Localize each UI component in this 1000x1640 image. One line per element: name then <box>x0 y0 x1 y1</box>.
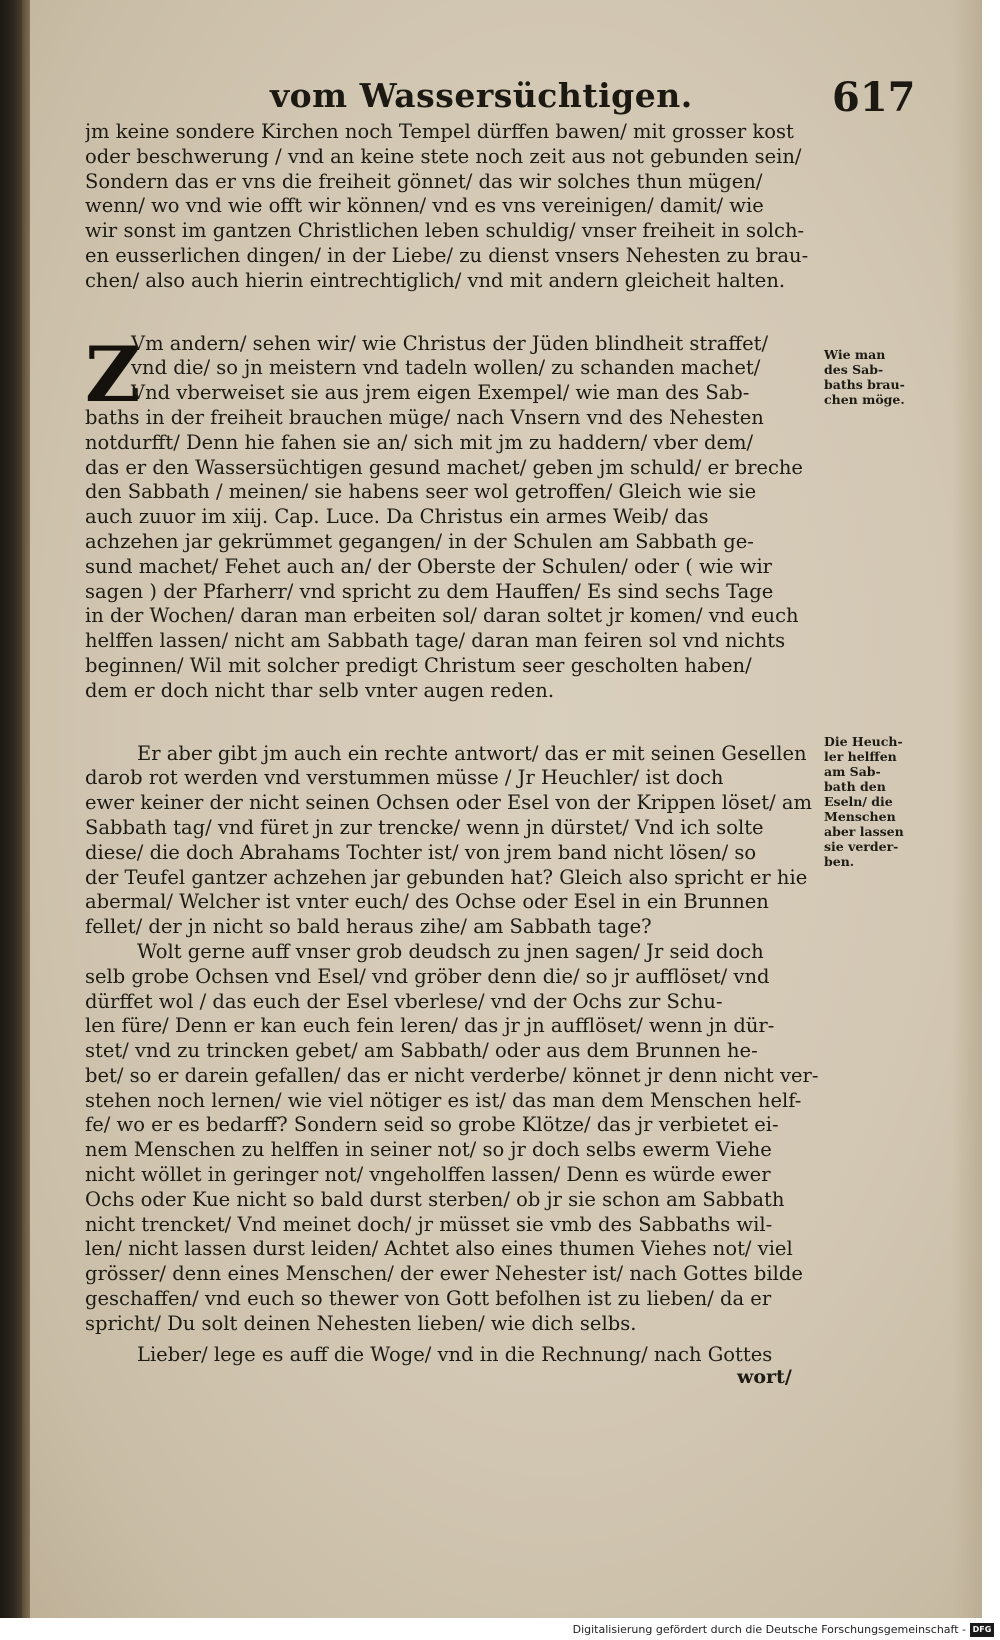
text-line: vnd die/ so jn meistern vnd tadeln wollen/ zu schanden machet/ <box>131 356 761 380</box>
text-line: der Teufel gantzer achzehen jar gebunden hat? Gleich also spricht er hie <box>85 865 808 889</box>
text-line: bet/ so er darein gefallen/ das er nicht verderbe/ könnet jr denn nicht ver- <box>85 1063 819 1087</box>
decorated-initial: Z <box>85 330 141 419</box>
margin-note-line: Eseln/ die <box>824 794 893 809</box>
text-line: fellet/ der jn nicht so bald heraus zihe/ am Sabbath tage? <box>85 915 652 939</box>
text-line: ewer keiner der nicht seinen Ochsen oder Esel von der Krippen löset/ am <box>85 791 812 815</box>
text-line: Er aber gibt jm auch ein rechte antwort/ das er mit seinen Gesellen <box>137 741 807 765</box>
text-line: jm keine sondere Kirchen noch Tempel dürffen bawen/ mit grosser kost <box>85 120 794 143</box>
paper-edge-shadow <box>952 0 982 1618</box>
text-line: Sabbath tag/ vnd füret jn zur trencke/ wenn jn dürstet/ Vnd ich solte <box>85 815 764 839</box>
paragraph <box>85 1343 820 1368</box>
margin-note <box>824 347 914 407</box>
text-line: Ochs oder Kue nicht so bald durst sterben/ ob jr sie schon am Sabbath <box>85 1187 785 1211</box>
margin-note-line: am Sab- <box>824 764 881 779</box>
page-number: 617 <box>832 74 916 121</box>
text-line: notdurfft/ Denn hie fahen sie an/ sich mit jm zu haddern/ vber dem/ <box>85 430 754 454</box>
text-line: len füre/ Denn er kan euch fein leren/ das jr jn aufflöset/ wenn jn dür- <box>85 1014 775 1038</box>
scan-border-right <box>982 0 1000 1618</box>
margin-note-line: baths brau- <box>824 377 905 392</box>
text-line: grösser/ denn eines Menschen/ der ewer Nehester ist/ nach Gottes bilde <box>85 1262 803 1286</box>
text-line: nicht trencket/ Vnd meinet doch/ jr müsset sie vmb des Sabbaths wil- <box>85 1212 773 1236</box>
digitization-credit: Digitalisierung gefördert durch die Deutsche Forschungsgemeinschaft - <box>572 1623 966 1636</box>
text-line: spricht/ Du solt deinen Nehesten lieben/ wie dich selbs. <box>85 1311 637 1335</box>
text-line: wenn/ wo vnd wie offt wir können/ vnd es vns vereinigen/ damit/ wie <box>85 194 764 218</box>
margin-note-line: Wie man <box>824 347 886 362</box>
text-line: nem Menschen zu helffen in seiner not/ so jr doch selbs ewerm Viehe <box>85 1138 772 1162</box>
text-line: das er den Wassersüchtigen gesund machet/ geben jm schuld/ er breche <box>85 455 803 479</box>
text-line: beginnen/ Wil mit solcher predigt Christum seer gescholten haben/ <box>85 653 752 677</box>
text-line: geschaffen/ vnd euch so thewer von Gott befolhen ist zu lieben/ da er <box>85 1287 772 1311</box>
text-line: Sondern das er vns die freiheit gönnet/ das wir solches thun mügen/ <box>85 169 763 193</box>
paragraph <box>85 332 820 704</box>
margin-note-line: aber lassen <box>824 824 904 839</box>
paragraph <box>85 120 820 294</box>
dfg-logo: DFG <box>970 1623 994 1637</box>
text-line: stehen noch lernen/ wie viel nötiger es ist/ das man dem Menschen helf- <box>85 1088 802 1112</box>
text-line: diese/ die doch Abrahams Tochter ist/ von jrem band nicht lösen/ so <box>85 840 757 864</box>
margin-note-line: sie verder- <box>824 839 899 854</box>
text-line: abermal/ Welcher ist vnter euch/ des Ochse oder Esel in ein Brunnen <box>85 890 769 914</box>
text-line: chen/ also auch hierin eintrechtiglich/ vnd mit andern gleicheit halten. <box>85 268 786 292</box>
text-line: in der Wochen/ daran man erbeiten sol/ daran soltet jr komen/ vnd euch <box>85 604 799 628</box>
margin-note-line: Die Heuch- <box>824 734 903 749</box>
text-line: helffen lassen/ nicht am Sabbath tage/ daran man feiren sol vnd nichts <box>85 629 786 653</box>
text-line: stet/ vnd zu trincken gebet/ am Sabbath/ oder aus dem Brunnen he- <box>85 1039 758 1063</box>
text-line: sagen ) der Pfarherr/ vnd spricht zu dem Hauffen/ Es sind sechs Tage <box>85 579 774 603</box>
margin-note-line: ben. <box>824 854 855 869</box>
text-line: dürffet wol / das euch der Esel vberlese/ vnd der Ochs zur Schu- <box>85 989 723 1013</box>
text-line: len/ nicht lassen durst leiden/ Achtet also eines thumen Viehes not/ viel <box>85 1237 793 1261</box>
margin-note-line: ler helffen <box>824 749 897 764</box>
margin-note-line: des Sab- <box>824 362 884 377</box>
margin-note-line: chen möge. <box>824 392 905 407</box>
text-line: fe/ wo er es bedarff? Sondern seid so grobe Klötze/ das jr verbietet ei- <box>85 1113 779 1137</box>
text-line: darob rot werden vnd verstummen müsse / Jr Heuchler/ ist doch <box>85 766 724 790</box>
text-line: selb grobe Ochsen vnd Esel/ vnd gröber denn die/ so jr aufflöset/ vnd <box>85 964 770 988</box>
text-line: Vm andern/ sehen wir/ wie Christus der Jüden blindheit straffet/ <box>131 331 769 355</box>
margin-note-line: Menschen <box>824 809 896 824</box>
text-line: auch zuuor im xiij. Cap. Luce. Da Christus ein armes Weib/ das <box>85 505 709 529</box>
text-line: achzehen jar gekrümmet gegangen/ in der Schulen am Sabbath ge- <box>85 529 754 553</box>
text-line: Vnd vberweiset sie aus jrem eigen Exempel/ wie man des Sab- <box>131 381 750 405</box>
paragraph-gap <box>85 704 820 742</box>
paragraph-gap <box>85 294 820 332</box>
text-line: nicht wöllet in geringer not/ vngeholffen lassen/ Denn es würde ewer <box>85 1163 771 1187</box>
text-line: dem er doch nicht thar selb vnter augen reden. <box>85 678 555 702</box>
text-line: wir sonst im gantzen Christlichen leben schuldig/ vnser freiheit in solch- <box>85 219 805 243</box>
paragraph <box>85 940 820 1337</box>
margin-note <box>824 734 914 869</box>
catchword: wort/ <box>737 1366 792 1388</box>
main-text-block <box>85 120 820 1367</box>
text-line: Wolt gerne auff vnser grob deudsch zu jnen sagen/ Jr seid doch <box>137 939 764 963</box>
text-line: sund machet/ Fehet auch an/ der Oberste der Schulen/ oder ( wie wir <box>85 554 773 578</box>
text-line: Lieber/ lege es auff die Woge/ vnd in die Rechnung/ nach Gottes <box>137 1342 773 1366</box>
running-title: vom Wassersüchtigen. <box>270 76 693 115</box>
text-line: baths in der freiheit brauchen müge/ nach Vnsern vnd des Nehesten <box>85 405 764 429</box>
margin-note-line: bath den <box>824 779 886 794</box>
scan-border-bottom <box>0 1618 1000 1640</box>
text-line: en eusserlichen dingen/ in der Liebe/ zu dienst vnsers Nehesten zu brau- <box>85 243 809 267</box>
paragraph <box>85 742 820 940</box>
text-line: den Sabbath / meinen/ sie habens seer wol getroffen/ Gleich wie sie <box>85 480 757 504</box>
text-line: oder beschwerung / vnd an keine stete noch zeit aus not gebunden sein/ <box>85 144 802 168</box>
